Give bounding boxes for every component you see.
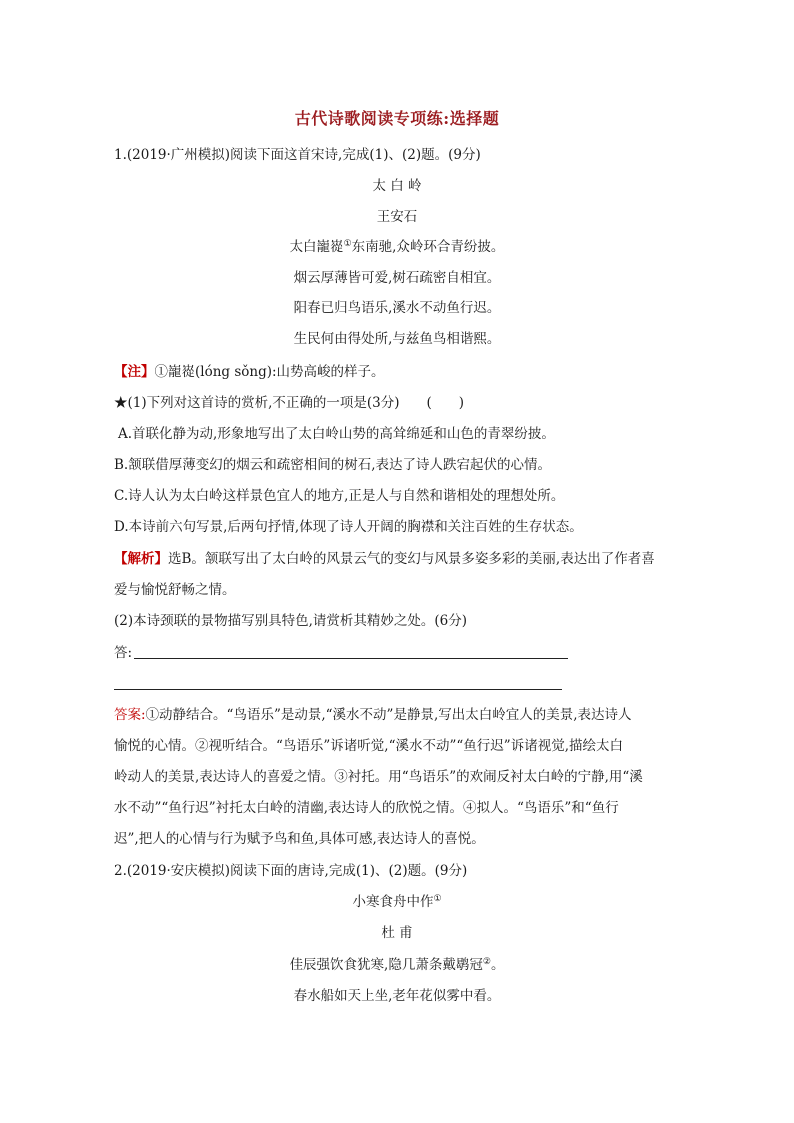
option-b: B.颔联借厚薄变幻的烟云和疏密相间的树石,表达了诗人跌宕起伏的心情。	[114, 457, 552, 473]
poem-1-line: 烟云厚薄皆可爱,树石疏密自相宜。	[293, 270, 501, 286]
poem-2-line: 春水船如天上坐,老年花似雾中看。	[293, 988, 501, 1004]
answer-key	[114, 705, 684, 725]
answer-label: 答:	[114, 645, 133, 661]
poem-1-line	[114, 237, 680, 257]
sub-question-1: ★(1)下列对这首诗的赏析,不正确的一项是(3分) ( )	[114, 395, 465, 411]
analysis-text: 选B。颔联写出了太白岭的风景云气的变幻与风景多姿多彩的美丽,表达出了作者喜	[168, 551, 655, 567]
note-tag: 【注】	[114, 364, 155, 380]
sub-question-2: (2)本诗颈联的景物描写别具特色,请赏析其精妙之处。(6分)	[114, 613, 468, 629]
answer-key-text: 迟”,把人的心情与行为赋予鸟和鱼,具体可感,表达诗人的喜悦。	[114, 831, 485, 847]
poem-1-title: 太 白 岭	[372, 178, 422, 194]
option-c: C.诗人认为太白岭这样景色宜人的地方,正是人与自然和谐相处的理想处所。	[114, 488, 565, 504]
analysis-text: 爱与愉悦舒畅之情。	[114, 582, 236, 598]
answer-blank-line[interactable]	[134, 658, 568, 659]
option-a: A.首联化静为动,形象地写出了太白岭山势的高耸绵延和山色的青翠纷披。	[118, 426, 555, 442]
footnote-marker: ①	[433, 894, 442, 904]
poem-2-author: 杜 甫	[381, 925, 413, 941]
poem-1-author: 王安石	[376, 209, 418, 225]
note-text: ①巃嵸(lóng sǒng):山势高峻的样子。	[154, 364, 385, 380]
poem-1-line: 阳春已归鸟语乐,溪水不动鱼行迟。	[293, 300, 501, 316]
answer-blank-line[interactable]	[114, 689, 562, 690]
note	[114, 362, 684, 382]
poem-1-line-text: 太白巃嵸	[289, 239, 344, 255]
answer-key-text: ①动静结合。“鸟语乐”是动景,“溪水不动”是静景,写出太白岭宜人的美景,表达诗人	[145, 707, 632, 723]
poem-2-title	[114, 892, 680, 912]
poem-1-line-text: 东南驰,众岭环合青纷披。	[351, 239, 505, 255]
poem-1-line: 生民何由得处所,与兹鱼鸟相谐熙。	[293, 331, 501, 347]
option-d: D.本诗前六句写景,后两句抒情,体现了诗人开阔的胸襟和关注百姓的生存状态。	[114, 519, 583, 535]
answer-key-text: 愉悦的心情。②视听结合。“鸟语乐”诉诸听觉,“溪水不动”“鱼行迟”诉诸视觉,描绘太白	[114, 738, 623, 754]
footnote-marker: ②	[482, 957, 491, 967]
poem-2-line-text: 佳辰强饮食犹寒,隐几萧条戴鹖冠	[289, 957, 483, 973]
poem-2-line-text: 。	[490, 957, 505, 973]
footnote-marker: ①	[343, 239, 352, 249]
analysis	[114, 549, 684, 569]
question-2-intro: 2.(2019·安庆模拟)阅读下面的唐诗,完成(1)、(2)题。(9分)	[114, 863, 468, 879]
poem-2-title-text: 小寒食舟中作	[352, 894, 434, 910]
answer-key-tag: 答案:	[114, 707, 146, 723]
answer-key-text: 水不动”“鱼行迟”衬托太白岭的清幽,表达诗人的欣悦之情。④拟人。“鸟语乐”和“鱼行	[114, 800, 619, 816]
page-title: 古代诗歌阅读专项练:选择题	[294, 109, 500, 128]
question-1-intro: 1.(2019·广州模拟)阅读下面这首宋诗,完成(1)、(2)题。(9分)	[114, 147, 481, 163]
answer-key-text: 岭动人的美景,表达诗人的喜爱之情。③衬托。用“鸟语乐”的欢闹反衬太白岭的宁静,用“溪	[114, 769, 643, 785]
analysis-tag: 【解析】	[114, 551, 168, 567]
poem-2-line	[114, 955, 680, 975]
